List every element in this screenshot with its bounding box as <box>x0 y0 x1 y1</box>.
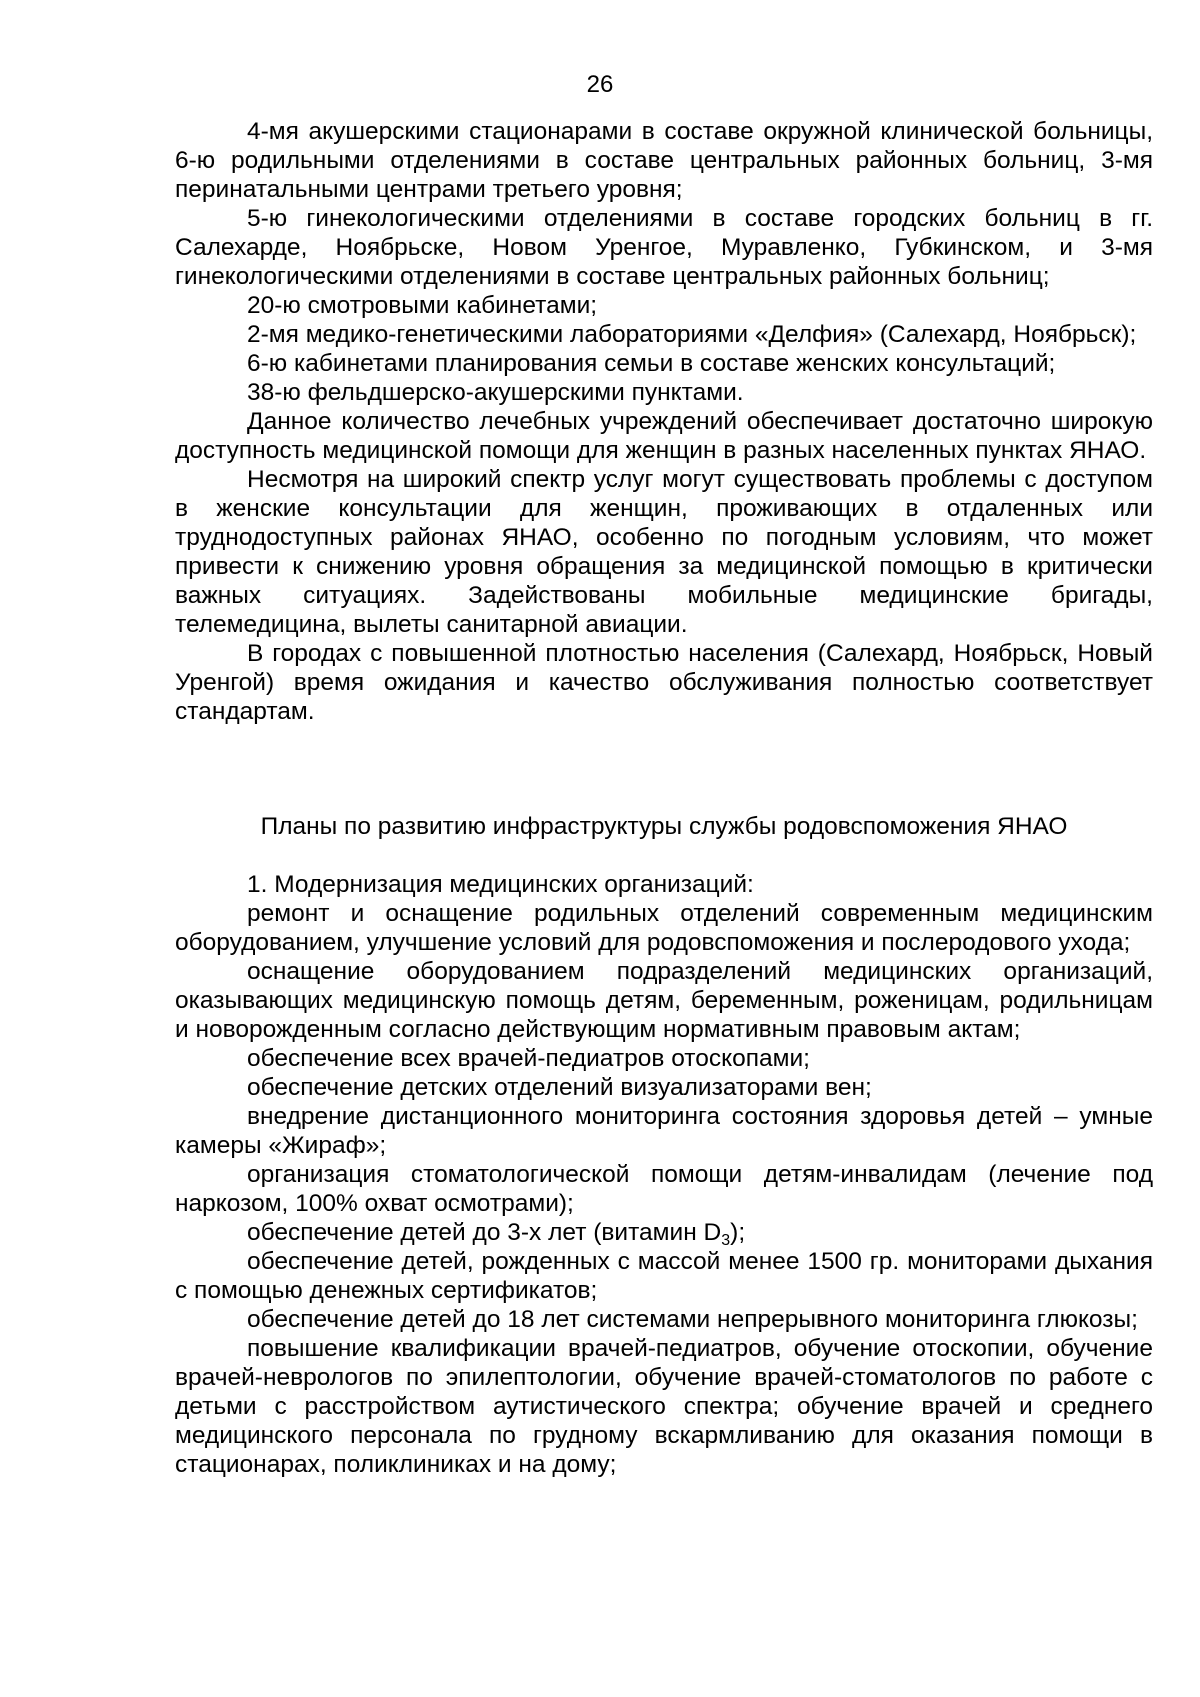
paragraph: В городах с повышенной плотностью населения (Салехард, Ноябрьск, Новый Уренгой) время ожидания и качество обслуживания полностью соответствует стандартам. <box>175 640 1153 725</box>
paragraph: повышение квалификации врачей-педиатров, обучение отоскопии, обучение врачей-неврологов по эпилептологии, обучение врачей-стоматологов по работе с детьми с расстройством аутистического спектра; обучение врачей и среднего медицинского персонала по грудному вскармливанию для оказания помощи в стационарах, поликлиниках и на дому; <box>175 1335 1153 1478</box>
paragraph: Данное количество лечебных учреждений обеспечивает достаточно широкую доступность медицинской помощи для женщин в разных населенных пунктах ЯНАО. <box>175 408 1153 464</box>
section-heading: Планы по развитию инфраструктуры службы родовспоможения ЯНАО <box>260 813 1068 840</box>
paragraph: ремонт и оснащение родильных отделений современным медицинским оборудованием, улучшение условий для родовспоможения и послеродового ухода; <box>175 900 1153 956</box>
paragraph: обеспечение детей, рожденных с массой менее 1500 гр. мониторами дыхания с помощью денежных сертификатов; <box>175 1248 1153 1304</box>
paragraph: 5-ю гинекологическими отделениями в составе городских больниц в гг. Салехарде, Ноябрьске, Новом Уренгое, Муравленко, Губкинском, и 3-мя гинекологическими отделениями в составе центральных районных больниц; <box>175 205 1153 290</box>
vitamin-subscript: 3 <box>721 1232 731 1249</box>
paragraph-vitamin <box>175 1218 1153 1247</box>
paragraph: организация стоматологической помощи детям-инвалидам (лечение под наркозом, 100% охват осмотрами); <box>175 1161 1153 1217</box>
plans-section <box>175 870 1153 1479</box>
paragraph: обеспечение всех врачей-педиатров отоскопами; <box>247 1045 810 1072</box>
paragraph: оснащение оборудованием подразделений медицинских организаций, оказывающих медицинскую помощь детям, беременным, роженицам, родильницам и новорожденным согласно действующим нормативным правовым актам; <box>175 958 1153 1043</box>
paragraph: 20-ю смотровыми кабинетами; <box>247 292 598 319</box>
list-heading: 1. Модернизация медицинских организаций: <box>247 871 754 898</box>
top-section <box>175 117 1153 726</box>
vitamin-text-end: ); <box>730 1219 746 1246</box>
paragraph: внедрение дистанционного мониторинга состояния здоровья детей – умные камеры «Жираф»; <box>175 1103 1153 1159</box>
page-number: 26 <box>586 71 614 98</box>
paragraph: Несмотря на широкий спектр услуг могут существовать проблемы с доступом в женские консультации для женщин, проживающих в отдаленных или труднодоступных районах ЯНАО, особенно по погодным условиям, что может привести к снижению уровня обращения за медицинской помощью в критически важных ситуациях. Задействованы мобильные медицинские бригады, телемедицина, вылеты санитарной авиации. <box>175 466 1153 638</box>
paragraph: обеспечение детей до 18 лет системами непрерывного мониторинга глюкозы; <box>247 1306 1138 1333</box>
paragraph: 38-ю фельдшерско-акушерскими пунктами. <box>247 379 744 406</box>
paragraph: 4-мя акушерскими стационарами в составе окружной клинической больницы, 6-ю родильными отделениями в составе центральных районных больниц, 3-мя перинатальными центрами третьего уровня; <box>175 118 1153 203</box>
paragraph: 6-ю кабинетами планирования семьи в составе женских консультаций; <box>247 350 1056 377</box>
vitamin-text: обеспечение детей до 3-х лет (витамин D <box>247 1219 722 1246</box>
paragraph: обеспечение детских отделений визуализаторами вен; <box>247 1074 872 1101</box>
paragraph: 2-мя медико-генетическими лабораториями «Делфия» (Салехард, Ноябрьск); <box>247 321 1137 348</box>
